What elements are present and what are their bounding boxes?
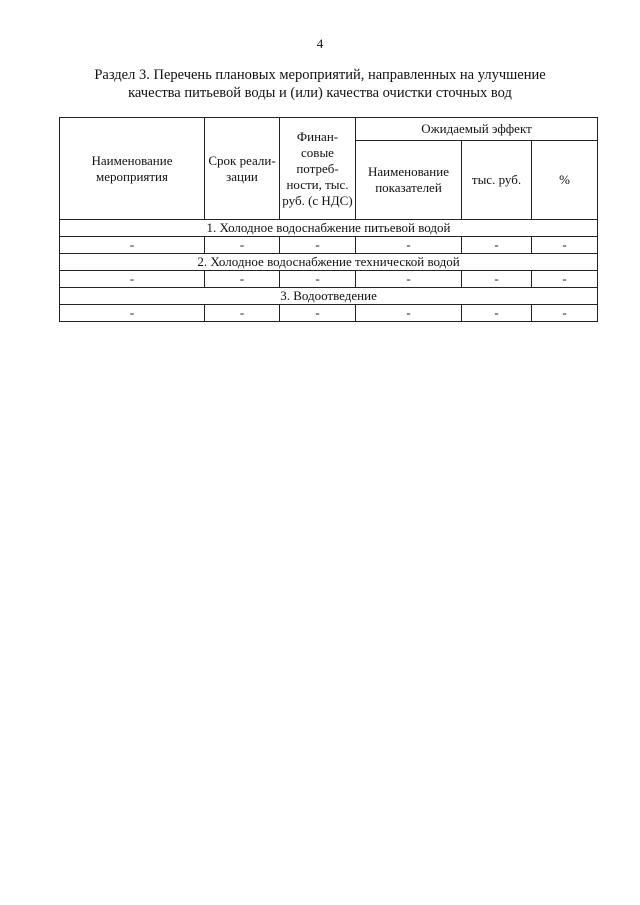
cell-thousand-rub: - xyxy=(462,305,532,322)
cell-name: - xyxy=(60,237,205,254)
header-thousand-rub: тыс. руб. xyxy=(462,141,532,220)
cell-term: - xyxy=(205,305,280,322)
header-finance: Финан-совые потреб-ности, тыс. руб. (с НДС) xyxy=(280,118,356,220)
cell-name: - xyxy=(60,305,205,322)
cell-name: - xyxy=(60,271,205,288)
table-header-row xyxy=(60,118,598,141)
cell-term: - xyxy=(205,271,280,288)
cell-indicator: - xyxy=(356,305,462,322)
section-title-line-2: качества питьевой воды и (или) качества очистки сточных вод xyxy=(128,85,512,101)
cell-finance: - xyxy=(280,305,356,322)
cell-percent: - xyxy=(532,271,598,288)
header-term: Срок реали-зации xyxy=(205,118,280,220)
group-row xyxy=(60,254,598,271)
group-title: 1. Холодное водоснабжение питьевой водой xyxy=(60,220,598,237)
cell-indicator: - xyxy=(356,271,462,288)
table-row xyxy=(60,305,598,322)
header-name: Наименование мероприятия xyxy=(60,118,205,220)
cell-term: - xyxy=(205,237,280,254)
section-title xyxy=(60,66,580,102)
group-title: 2. Холодное водоснабжение технической водой xyxy=(60,254,598,271)
cell-finance: - xyxy=(280,271,356,288)
page-number: 4 xyxy=(316,36,324,51)
section-title-line-1: Раздел 3. Перечень плановых мероприятий, направленных на улучшение xyxy=(94,67,546,83)
header-expected-effect: Ожидаемый эффект xyxy=(356,118,598,141)
cell-thousand-rub: - xyxy=(462,271,532,288)
cell-percent: - xyxy=(532,305,598,322)
cell-indicator: - xyxy=(356,237,462,254)
header-percent: % xyxy=(532,141,598,220)
measures-table xyxy=(59,117,598,322)
cell-finance: - xyxy=(280,237,356,254)
cell-percent: - xyxy=(532,237,598,254)
group-title: 3. Водоотведение xyxy=(60,288,598,305)
group-row xyxy=(60,288,598,305)
table-row xyxy=(60,271,598,288)
table-row xyxy=(60,237,598,254)
cell-thousand-rub: - xyxy=(462,237,532,254)
header-indicator-name: Наименование показателей xyxy=(356,141,462,220)
group-row xyxy=(60,220,598,237)
